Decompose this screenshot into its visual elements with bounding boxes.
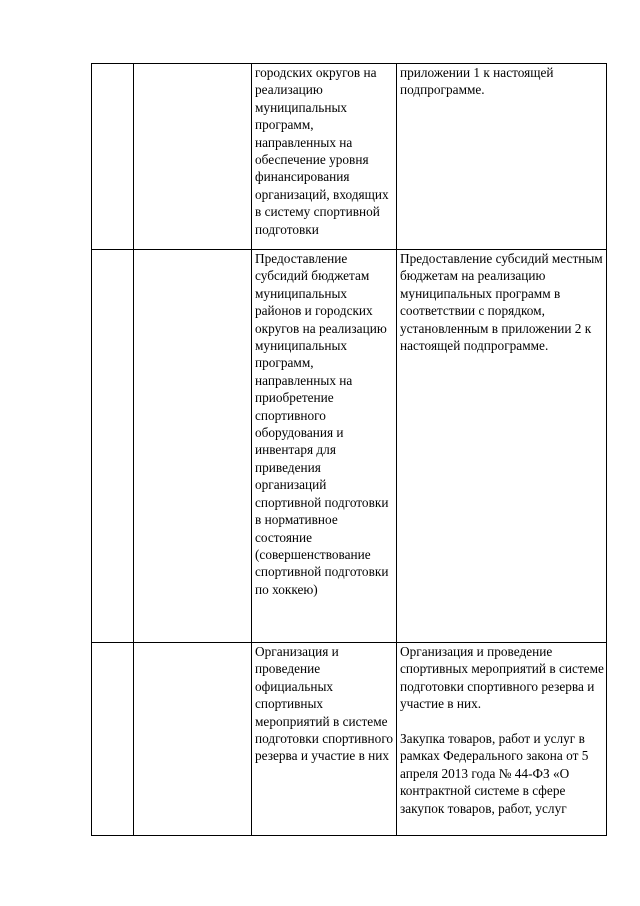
table-row: [92, 250, 607, 643]
mechanism-cell: [397, 643, 607, 836]
activity-cell: [252, 64, 397, 250]
number-cell: [92, 643, 134, 836]
activity-cell: [252, 643, 397, 836]
activity-text: городских округов на реализацию муниципальных программ, направленных на обеспечение уровня финансирования организаций, входящих в систему спортивной подготовки: [255, 65, 389, 237]
activity-cell: [252, 250, 397, 643]
mechanism-cell: [397, 64, 607, 250]
subprogram-activities-table: [91, 63, 607, 836]
table-row: [92, 64, 607, 250]
task-cell: [134, 643, 252, 836]
mechanism-text: Закупка товаров, работ и услуг в рамках Федерального закона от 5 апреля 2013 года № 44-ФЗ «О контрактной системе в сфере закупок товаров, работ, услуг: [400, 731, 589, 816]
activity-text: Организация и проведение официальных спортивных мероприятий в системе подготовки спортивного резерва и участие в них: [255, 644, 394, 764]
activity-text: Предоставление субсидий бюджетам муниципальных районов и городских округов на реализацию муниципальных программ, направленных на приобретение спортивного оборудования и инвентаря для приведения организаций спортивной подготовки в нормативное состояние (совершенствование спортивной подготовки по хоккею): [255, 251, 389, 597]
mechanism-text: Организация и проведение спортивных мероприятий в системе подготовки спортивного резерва и участие в них.: [400, 644, 604, 712]
mechanism-cell: [397, 250, 607, 643]
number-cell: [92, 64, 134, 250]
task-cell: [134, 250, 252, 643]
task-cell: [134, 64, 252, 250]
table-row: [92, 643, 607, 836]
mechanism-text: приложении 1 к настоящей подпрограмме.: [400, 65, 554, 98]
mechanism-text: Предоставление субсидий местным бюджетам на реализацию муниципальных программ в соответствии с порядком, установленным в приложении 2 к настоящей подпрограмме.: [400, 251, 603, 354]
number-cell: [92, 250, 134, 643]
